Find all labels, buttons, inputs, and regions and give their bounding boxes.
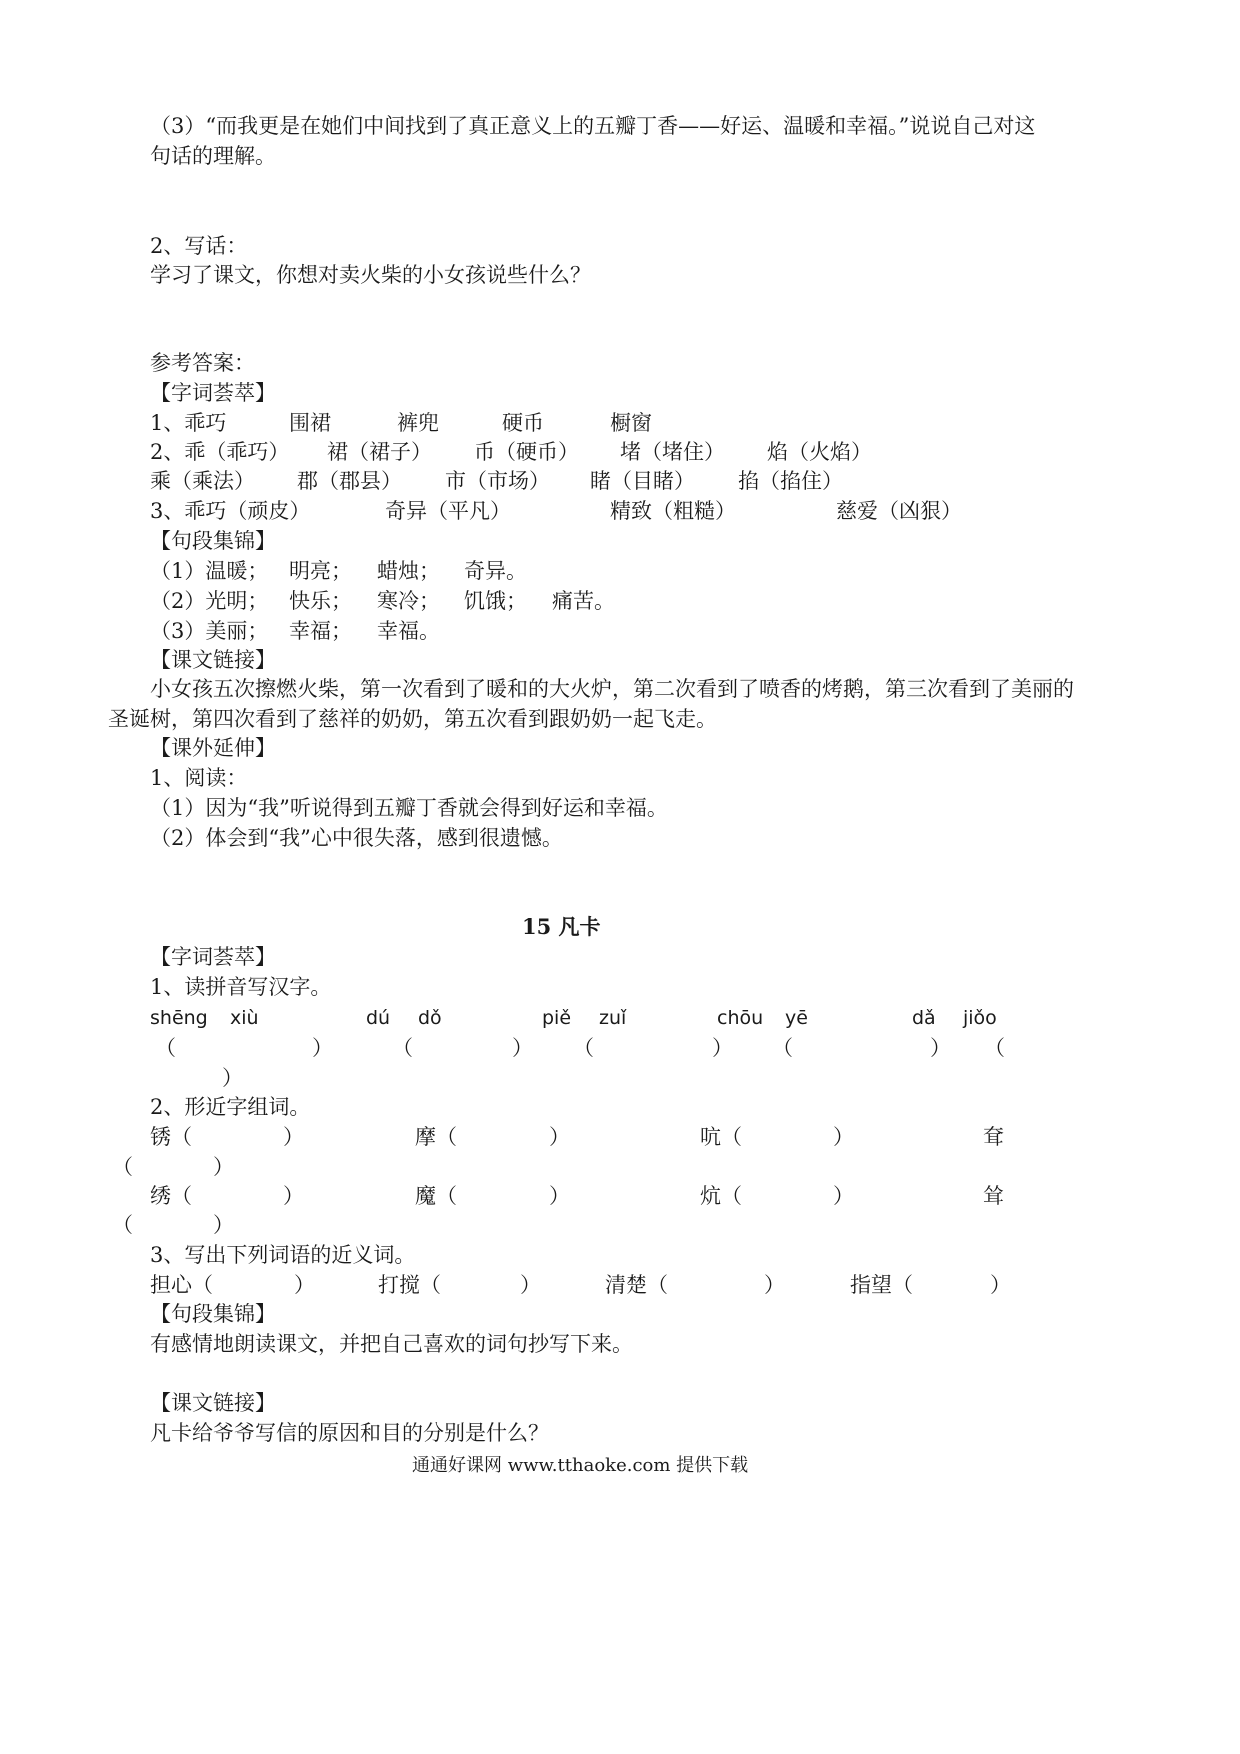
answer-paren-close: ）: [549, 1184, 570, 1208]
pinyin-syllable: jiǒo: [963, 1007, 997, 1029]
juduan-1-item: 奇异。: [464, 559, 527, 583]
answer-paren-close: ）: [712, 1036, 733, 1060]
juduan-3-item: （3）美丽；: [150, 619, 269, 643]
lesson-question-1: 1、读拼音写汉字。: [150, 975, 332, 999]
answer-paren-close: ）: [213, 1213, 234, 1237]
answer-paren-close: ）: [283, 1184, 304, 1208]
answer-paren-open: （: [112, 1155, 133, 1179]
answer-2-item: 乘（乘法）: [150, 469, 255, 493]
page-footer: 通通好课网 www.tthaoke.com 提供下载: [412, 1455, 749, 1476]
answer-2-item: 币（硬币）: [474, 440, 579, 464]
juduan-3-item: 幸福；: [289, 619, 352, 643]
question-3-line-2: 句话的理解。: [150, 144, 276, 168]
answer-2-item: 市（市场）: [445, 469, 550, 493]
pinyin-syllable: shēng: [150, 1007, 208, 1029]
answer-paren-close: ）: [990, 1273, 1011, 1297]
synonym-word: 清楚（: [605, 1273, 668, 1297]
juduan-2-item: （2）光明；: [150, 589, 269, 613]
kewai-answer-2: （2）体会到“我”心中很失落，感到很遗憾。: [150, 826, 563, 850]
question-3-line-1: （3）“而我更是在她们中间找到了真正意义上的五瓣丁香——好运、温暖和幸福。”说说自己对这: [150, 114, 1036, 138]
section-juduan: 【句段集锦】: [150, 529, 276, 553]
kewai-answer-1: （1）因为“我”听说得到五瓣丁香就会得到好运和幸福。: [150, 796, 668, 820]
juduan-2-item: 寒冷；: [377, 589, 440, 613]
similar-char: 吭（: [700, 1125, 742, 1149]
answer-1-item: 围裙: [289, 411, 331, 435]
pinyin-syllable: zuǐ: [599, 1007, 627, 1029]
answer-paren-open: （: [573, 1036, 594, 1060]
answer-paren-close: ）: [312, 1036, 333, 1060]
answer-2-item: 焰（火焰）: [767, 440, 872, 464]
pinyin-syllable: piě: [542, 1007, 572, 1029]
answer-1-item: 硬币: [502, 411, 544, 435]
similar-char: 摩（: [415, 1125, 457, 1149]
answer-2-item: 掐（掐住）: [738, 469, 843, 493]
similar-char: 锈（: [150, 1125, 192, 1149]
juduan-1-item: 明亮；: [289, 559, 352, 583]
answer-paren-close: ）: [549, 1125, 570, 1149]
answer-2-item: 堵（堵住）: [620, 440, 725, 464]
juduan-2-item: 饥饿；: [464, 589, 527, 613]
writing-heading: 2、写话：: [150, 234, 248, 258]
answer-2-item: 睹（目睹）: [590, 469, 695, 493]
writing-prompt: 学习了课文，你想对卖火柴的小女孩说些什么？: [150, 263, 591, 287]
lesson-question-3: 3、写出下列词语的近义词。: [150, 1243, 416, 1267]
pinyin-syllable: dǒ: [418, 1007, 442, 1029]
section-kewai: 【课外延伸】: [150, 736, 276, 760]
answer-paren-open: （: [772, 1036, 793, 1060]
pinyin-syllable: yē: [785, 1007, 808, 1029]
lesson-section-juduan: 【句段集锦】: [150, 1302, 276, 1326]
similar-char: 魔（: [415, 1184, 457, 1208]
lesson-kewen-question: 凡卡给爷爷写信的原因和目的分别是什么？: [150, 1421, 549, 1445]
section-kewen: 【课文链接】: [150, 648, 276, 672]
section-zici: 【字词荟萃】: [150, 381, 276, 405]
answer-paren-close: ）: [930, 1036, 951, 1060]
lesson-juduan-text: 有感情地朗读课文，并把自己喜欢的词句抄写下来。: [150, 1332, 633, 1356]
lesson-question-2: 2、形近字组词。: [150, 1095, 311, 1119]
answer-2-item: 裙（裙子）: [327, 440, 432, 464]
answer-paren-close: ）: [833, 1125, 854, 1149]
juduan-2-item: 快乐；: [289, 589, 352, 613]
answer-3-item: 慈爱（凶狠）: [836, 499, 962, 523]
answer-3-item: 精致（粗糙）: [610, 499, 736, 523]
answer-paren-close: ）: [520, 1273, 541, 1297]
answer-1-item: 橱窗: [610, 411, 652, 435]
pinyin-syllable: dú: [366, 1007, 391, 1029]
answer-paren-close: ）: [833, 1184, 854, 1208]
answer-paren-close: ）: [222, 1066, 243, 1090]
answer-paren-close: ）: [512, 1036, 533, 1060]
juduan-2-item: 痛苦。: [552, 589, 615, 613]
answer-2-item: 郡（郡县）: [297, 469, 402, 493]
juduan-1-item: （1）温暖；: [150, 559, 269, 583]
answer-paren-open: （: [984, 1036, 1005, 1060]
synonym-word: 打搅（: [378, 1273, 441, 1297]
answer-3-item: 奇异（平凡）: [385, 499, 511, 523]
similar-char: 绣（: [150, 1184, 192, 1208]
pinyin-syllable: dǎ: [912, 1007, 936, 1029]
answer-paren-open: （: [155, 1036, 176, 1060]
lesson-section-kewen: 【课文链接】: [150, 1391, 276, 1415]
similar-char: 耸: [983, 1184, 1004, 1208]
lesson-section-zici: 【字词荟萃】: [150, 945, 276, 969]
kewen-line-1: 小女孩五次擦燃火柴，第一次看到了暖和的大火炉，第二次看到了喷香的烤鹅，第三次看到了美丽的: [150, 677, 1074, 701]
pinyin-syllable: xiù: [230, 1007, 259, 1029]
lesson-title: 15 凡卡: [522, 914, 601, 939]
kewen-line-2: 圣诞树，第四次看到了慈祥的奶奶，第五次看到跟奶奶一起飞走。: [108, 707, 717, 731]
answer-paren-close: ）: [764, 1273, 785, 1297]
kewai-read: 1、阅读：: [150, 766, 248, 790]
juduan-3-item: 幸福。: [377, 619, 440, 643]
synonym-word: 指望（: [850, 1273, 913, 1297]
answer-paren-close: ）: [213, 1155, 234, 1179]
answer-2-item: 2、乖（乖巧）: [150, 440, 290, 464]
pinyin-syllable: chōu: [717, 1007, 764, 1029]
synonym-word: 担心（: [150, 1273, 213, 1297]
answer-paren-open: （: [112, 1213, 133, 1237]
answer-1-item: 1、乖巧: [150, 411, 227, 435]
answer-paren-open: （: [392, 1036, 413, 1060]
answer-paren-close: ）: [283, 1125, 304, 1149]
answers-heading: 参考答案：: [150, 351, 255, 375]
answer-paren-close: ）: [294, 1273, 315, 1297]
juduan-1-item: 蜡烛；: [377, 559, 440, 583]
answer-3-item: 3、乖巧（顽皮）: [150, 499, 311, 523]
similar-char: 炕（: [700, 1184, 742, 1208]
answer-1-item: 裤兜: [397, 411, 439, 435]
similar-char: 耷: [983, 1125, 1004, 1149]
